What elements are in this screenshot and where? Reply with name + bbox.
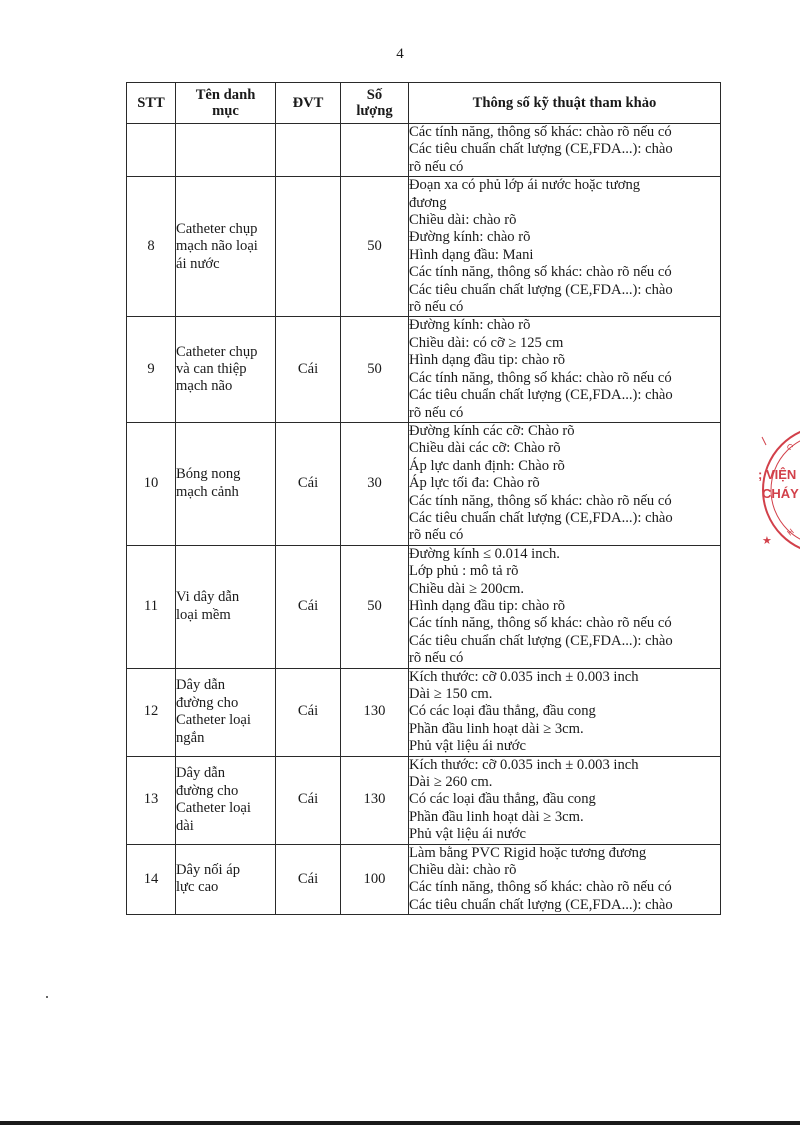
svg-text:C: C	[784, 441, 795, 453]
item-name-line: mạch não	[176, 378, 233, 395]
cell-qty: 130	[341, 756, 409, 844]
spec-line: Các tiêu chuẩn chất lượng (CE,FDA...): chào	[409, 632, 673, 649]
cell-name	[176, 545, 276, 668]
spec-line: Đường kính: chào rõ	[409, 229, 531, 246]
cell-name	[176, 668, 276, 756]
cell-spec	[409, 668, 721, 756]
cell-stt: 9	[127, 317, 176, 422]
spec-line: Hình dạng đầu: Mani	[409, 246, 534, 263]
cell-dvt: Cái	[276, 844, 341, 915]
table-row	[127, 844, 721, 915]
cell-spec	[409, 124, 721, 177]
cell-dvt: Cái	[276, 545, 341, 668]
item-name-line: mạch cảnh	[176, 483, 239, 500]
cell-spec	[409, 317, 721, 422]
cell-spec	[409, 844, 721, 915]
stamp-text-bottom: CHÁY	[762, 486, 799, 501]
cell-stt: 10	[127, 422, 176, 545]
page-number: 4	[396, 46, 404, 62]
cell-name	[176, 422, 276, 545]
spec-table	[126, 82, 721, 915]
spec-line: Làm bằng PVC Rigid hoặc tương đương	[409, 844, 647, 861]
red-stamp	[752, 425, 800, 555]
spec-line: Đoạn xa có phủ lớp ái nước hoặc tương	[409, 177, 641, 194]
cell-name	[176, 317, 276, 422]
cell-stt: 11	[127, 545, 176, 668]
item-name-line: đường cho	[176, 782, 239, 799]
spec-line: rõ nếu có	[409, 404, 464, 421]
header-name: Tên danh mục	[176, 83, 276, 124]
item-name-line: Vi dây dẫn	[176, 589, 240, 606]
cell-spec	[409, 756, 721, 844]
spec-line: Các tiêu chuẩn chất lượng (CE,FDA...): chào	[409, 281, 673, 298]
cell-spec	[409, 422, 721, 545]
spec-line: Chiều dài các cỡ: Chào rõ	[409, 440, 561, 457]
spec-line: Đường kính: chào rõ	[409, 317, 531, 334]
spec-line: rõ nếu có	[409, 158, 464, 175]
spec-line: Đường kính ≤ 0.014 inch.	[409, 545, 560, 562]
spec-line: Dài ≥ 260 cm.	[409, 774, 493, 791]
cell-spec	[409, 545, 721, 668]
cell-dvt: Cái	[276, 756, 341, 844]
cell-name	[176, 844, 276, 915]
spec-line: rõ nếu có	[409, 650, 464, 667]
cell-stt: 8	[127, 177, 176, 317]
spec-line: Phần đầu linh hoạt dài ≥ 3cm.	[409, 808, 584, 825]
cell-spec	[409, 177, 721, 317]
spec-line: Dài ≥ 150 cm.	[409, 686, 493, 702]
item-name-line: Dây dẫn	[176, 677, 226, 694]
item-name-line: Catheter loại	[176, 712, 251, 729]
table-row	[127, 668, 721, 756]
spec-line: Kích thước: cỡ 0.035 inch ± 0.003 inch	[409, 668, 639, 685]
item-name-line: Catheter loại	[176, 800, 251, 817]
table-row	[127, 422, 721, 545]
cell-qty	[341, 124, 409, 177]
item-name-line: ngắn	[176, 729, 205, 746]
table-body	[127, 124, 721, 915]
cell-stt	[127, 124, 176, 177]
cell-dvt	[276, 124, 341, 177]
item-name-line: Catheter chụp	[176, 220, 258, 237]
cell-stt: 13	[127, 756, 176, 844]
cell-qty: 50	[341, 177, 409, 317]
cell-stt: 14	[127, 844, 176, 915]
spec-line: Các tính năng, thông số khác: chào rõ nếu có	[409, 492, 672, 509]
spec-line: Hình dạng đầu tip: chào rõ	[409, 597, 566, 614]
cell-name	[176, 177, 276, 317]
stamp-text-top: ; VIỆN	[758, 467, 797, 482]
spec-line: Các tính năng, thông số khác: chào rõ nếu có	[409, 879, 672, 896]
spec-line: Phủ vật liệu ái nước	[409, 826, 526, 843]
header-dvt: ĐVT	[276, 83, 341, 124]
spec-line: Chiều dài: có cỡ ≥ 125 cm	[409, 334, 564, 351]
cell-qty: 50	[341, 545, 409, 668]
cell-qty: 50	[341, 317, 409, 422]
bottom-edge-rule	[0, 1121, 800, 1125]
cell-qty: 30	[341, 422, 409, 545]
cell-dvt	[276, 177, 341, 317]
spec-line: Các tính năng, thông số khác: chào rõ nếu có	[409, 615, 672, 632]
cell-qty: 100	[341, 844, 409, 915]
item-name-line: đường cho	[176, 694, 239, 711]
item-name-line: dài	[176, 817, 194, 834]
item-name-line: và can thiệp	[176, 360, 247, 377]
spec-line: Các tính năng, thông số khác: chào rõ nếu có	[409, 369, 672, 386]
spec-line: Phủ vật liệu ái nước	[409, 738, 526, 755]
spec-line: Các tiêu chuẩn chất lượng (CE,FDA...): chào	[409, 387, 673, 404]
item-name-line: Dây dẫn	[176, 765, 226, 782]
spec-line: đương	[409, 194, 447, 211]
table-row	[127, 177, 721, 317]
item-name-line: mạch não loại	[176, 238, 258, 255]
item-name-line: ái nước	[176, 255, 220, 272]
table-header-row	[127, 83, 721, 124]
header-spec: Thông số kỹ thuật tham khảo	[409, 83, 721, 124]
spec-line: Đường kính các cỡ: Chào rõ	[409, 422, 575, 439]
spec-line: Chiều dài: chào rõ	[409, 862, 517, 879]
spec-line: Các tiêu chuẩn chất lượng (CE,FDA...): chào	[409, 509, 673, 526]
spec-line: Phần đầu linh hoạt dài ≥ 3cm.	[409, 720, 584, 737]
spec-line: Có các loại đầu thẳng, đầu cong	[409, 791, 596, 808]
spec-line: rõ nếu có	[409, 527, 464, 544]
spec-line: Áp lực danh định: Chào rõ	[409, 457, 565, 474]
scan-speck	[46, 996, 48, 998]
spec-line: Các tiêu chuẩn chất lượng (CE,FDA...): chào	[409, 141, 673, 158]
svg-text:H: H	[785, 526, 796, 538]
table-row	[127, 545, 721, 668]
cell-stt: 12	[127, 668, 176, 756]
spec-line: Kích thước: cỡ 0.035 inch ± 0.003 inch	[409, 756, 639, 773]
cell-qty: 130	[341, 668, 409, 756]
cell-dvt: Cái	[276, 668, 341, 756]
table-row	[127, 756, 721, 844]
cell-name	[176, 124, 276, 177]
spec-line: Lớp phủ : mô tả rõ	[409, 563, 519, 580]
item-name-line: lực cao	[176, 879, 219, 896]
item-name-line: Bóng nong	[176, 466, 241, 483]
header-qty: Số lượng	[341, 83, 409, 124]
item-name-line: Catheter chụp	[176, 343, 258, 360]
cell-dvt: Cái	[276, 422, 341, 545]
item-name-line: Dây nối áp	[176, 862, 241, 879]
spec-line: Các tính năng, thông số khác: chào rõ nếu có	[409, 264, 672, 281]
spec-line: Áp lực tối đa: Chào rõ	[409, 475, 540, 492]
spec-line: Chiều dài: chào rõ	[409, 212, 517, 229]
spec-line: Có các loại đầu thẳng, đầu cong	[409, 703, 596, 720]
spec-line: Các tính năng, thông số khác: chào rõ nếu có	[409, 124, 672, 140]
spec-line: rõ nếu có	[409, 299, 464, 316]
header-stt: STT	[127, 83, 176, 124]
table-row	[127, 317, 721, 422]
svg-text:★: ★	[762, 535, 772, 547]
spec-line: Các tiêu chuẩn chất lượng (CE,FDA...): chào	[409, 896, 673, 913]
table-row-continuation	[127, 124, 721, 177]
cell-dvt: Cái	[276, 317, 341, 422]
spec-line: Hình dạng đầu tip: chào rõ	[409, 352, 566, 369]
cell-name	[176, 756, 276, 844]
item-name-line: loại mềm	[176, 606, 231, 623]
spec-line: Chiều dài ≥ 200cm.	[409, 580, 525, 597]
